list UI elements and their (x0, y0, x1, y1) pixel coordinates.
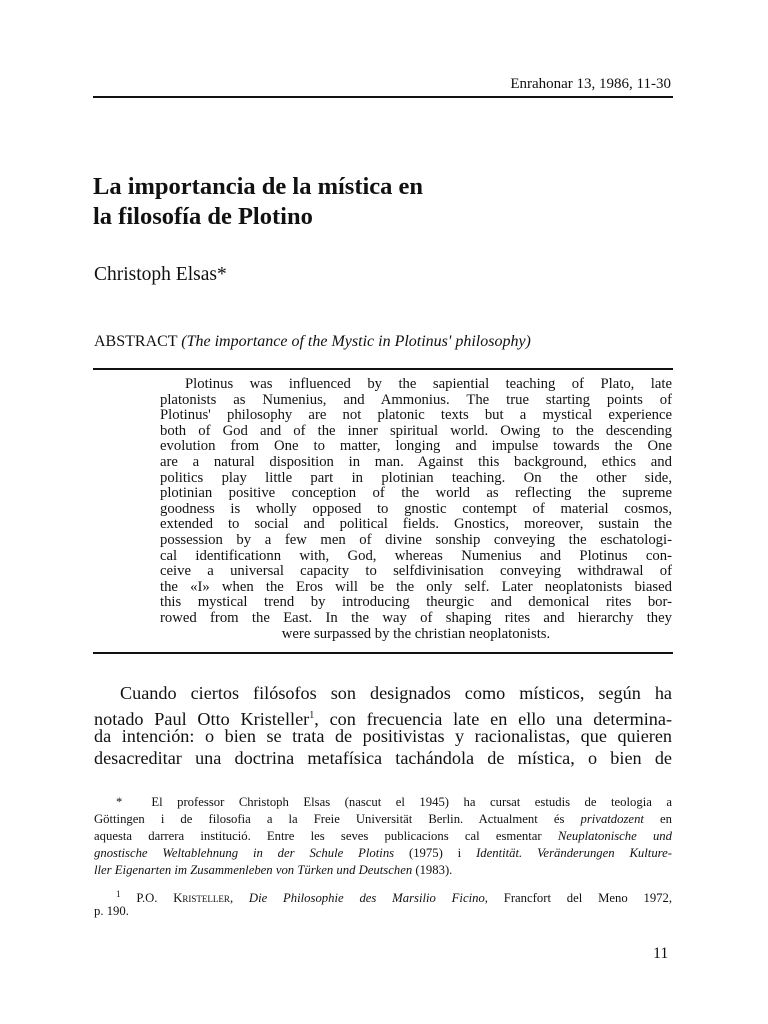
footnote-text-italic: Identität. Veränderungen Kulture- (476, 846, 672, 860)
abstract-line: were surpassed by the christian neoplatonists. (281, 625, 551, 642)
footnote-star-line (94, 862, 672, 879)
title-line-1: La importancia de la mística en (93, 173, 424, 200)
footnote-ref-1: 1 (309, 709, 315, 721)
abstract-line: politics play little part in plotinian teaching. On the other side, (160, 469, 672, 486)
abstract-line: rowed from the East. In the way of shaping rites and hierarchy they (160, 609, 672, 626)
abstract-line: Plotinus' philosophy are not platonic texts but a mystical experience (160, 407, 672, 424)
footnote-star-marker: * (116, 795, 123, 809)
body-line: desacreditar una doctrina metafísica tachándola de mística, o bien de (94, 747, 672, 768)
journal-reference: Enrahonar 13, 1986, 11-30 (510, 76, 671, 92)
footnote-1-line (94, 886, 673, 906)
abstract-label: ABSTRACT (94, 333, 178, 350)
header-rule (93, 96, 673, 98)
body-paragraph (94, 683, 672, 769)
footnote-text: en (643, 812, 672, 826)
footnote-text: (1983). (412, 863, 453, 877)
footnote-text-italic: ller Eigenarten im Zusammenleben von Türken und Deutschen (94, 863, 413, 877)
footnote-text: , Francfort del Meno 1972, (484, 891, 673, 906)
footnote-text-italic: gnostische Weltablehnung in der Schule Plotins (94, 846, 395, 860)
footnote-author: P.O. Kristeller (136, 891, 230, 906)
footnote-1-marker: 1 (116, 889, 121, 899)
footnote-text-italic: privatdozent (580, 812, 644, 826)
page-number: 11 (653, 945, 669, 962)
body-text-segment: , con frecuencia late en ello una determina- (314, 708, 673, 729)
abstract-line: are a natural disposition in man. Against this background, ethics and (160, 453, 672, 470)
footnote-star-line (94, 794, 672, 811)
abstract-heading (94, 333, 531, 351)
body-text-segment: notado Paul Otto Kristeller (94, 708, 310, 729)
abstract-line: cal identificationn with, God, whereas Numenius and Plotinus con- (160, 547, 672, 564)
footnotes (94, 794, 672, 920)
abstract-line: platonists as Numenius, and Ammonius. The true starting points of (160, 391, 672, 408)
abstract-subtitle: (The importance of the Mystic in Plotinus' philosophy) (181, 333, 531, 350)
author-name: Christoph Elsas* (94, 264, 227, 285)
footnote-star-line (94, 845, 672, 862)
title-line-2: la filosofía de Plotino (93, 203, 313, 230)
footnote-text-italic: Neuplatonische und (557, 829, 672, 843)
footnote-1-line: p. 190. (94, 904, 129, 918)
footnote-text: Göttingen i de filosofia a la Freie Universität Berlin. Actualment és (94, 812, 581, 826)
article-title (93, 172, 423, 232)
abstract-bottom-rule (93, 652, 673, 654)
abstract-line: extended to social and political fields. Gnostics, moreover, sustain the (160, 516, 672, 533)
footnote-text: , (229, 891, 249, 906)
abstract-line: goodness is wholly opposed to gnostic contempt of material cosmos, (160, 500, 672, 517)
body-line: Cuando ciertos filósofos son designados como místicos, según ha (120, 683, 672, 703)
abstract-line: this mystical trend by introducing theurgic and demonical rites bor- (160, 594, 672, 611)
abstract-line: the «I» when the Eros will be the only self. Later neoplatonists biased (160, 578, 672, 595)
footnote-star-line (94, 811, 672, 828)
body-line: da intención: o bien se trata de positivistas y racionalistas, que quieren (94, 726, 672, 747)
abstract-line: ceive a universal capacity to selfdivinisation conveying withdrawal of (160, 563, 672, 580)
footnote-text: El professor Christoph Elsas (nascut el 1945) ha cursat estudis de teologia a (151, 795, 673, 809)
abstract-line: evolution from One to matter, longing and impulse towards the One (160, 438, 672, 455)
abstract-line: Plotinus was influenced by the sapiential teaching of Plato, late (185, 376, 672, 392)
footnote-book-title: Die Philosophie des Marsilio Ficino (248, 891, 485, 906)
abstract-line: possession by a few men of divine sonship conveying the eschatologi- (160, 531, 672, 548)
abstract-top-rule (93, 368, 673, 370)
abstract-line: plotinian positive conception of the world as reflecting the supreme (160, 485, 672, 502)
footnote-text: (1975) i (394, 846, 477, 860)
footnote-star-line (94, 828, 672, 845)
footnote-text: aquesta darrera institució. Entre les seves publicacions cal esmentar (94, 829, 558, 843)
body-line (94, 705, 672, 727)
abstract-line: both of God and of the inner spiritual world. Owing to the descending (160, 422, 672, 439)
abstract-body (160, 377, 672, 642)
